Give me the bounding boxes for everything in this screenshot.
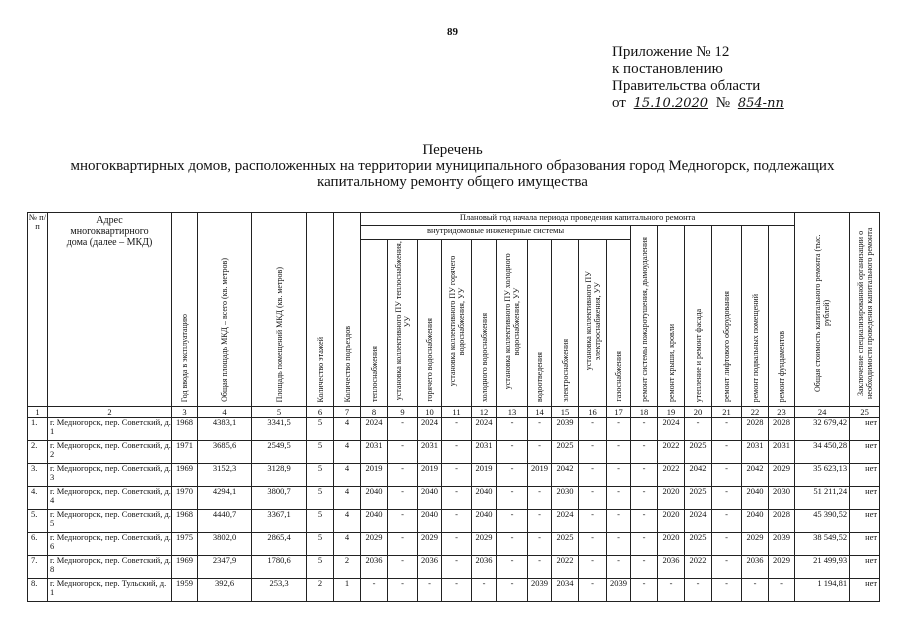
table-cell: -: [631, 533, 658, 556]
table-cell: 2029: [742, 533, 769, 556]
table-cell: -: [442, 533, 472, 556]
address-cell: г. Медногорск, пер. Советский, д. 5: [48, 510, 172, 533]
table-cell: 1959: [172, 579, 198, 602]
table-cell: 2039: [528, 579, 552, 602]
table-cell: -: [388, 556, 418, 579]
table-cell: 5: [307, 464, 334, 487]
table-cell: -: [497, 418, 528, 441]
column-number: 9: [388, 407, 418, 418]
table-cell: 2029: [418, 533, 442, 556]
header-sub-15: ремонт подвальных помещений: [742, 226, 769, 407]
table-cell: 2025: [685, 441, 712, 464]
appendix-number: 854-пп: [737, 96, 784, 111]
table-cell: 7.: [28, 556, 48, 579]
page-number: 89: [447, 26, 458, 38]
table-cell: 2: [307, 579, 334, 602]
table-cell: нет: [850, 510, 880, 533]
table-cell: -: [497, 556, 528, 579]
table-cell: нет: [850, 418, 880, 441]
address-cell: г. Медногорск, пер. Советский, д. 3: [48, 464, 172, 487]
table-cell: 3800,7: [252, 487, 307, 510]
column-number: 25: [850, 407, 880, 418]
table-cell: 5.: [28, 510, 48, 533]
table-cell: -: [607, 487, 631, 510]
table-cell: -: [769, 579, 795, 602]
appendix-prefix: от: [612, 95, 626, 111]
table-cell: -: [497, 533, 528, 556]
table-cell: 2040: [361, 487, 388, 510]
header-cost: Общая стоимость капитального ремонта (тыс. рублей): [795, 213, 850, 407]
table-cell: 2028: [769, 510, 795, 533]
table-cell: -: [658, 579, 685, 602]
column-number: 13: [497, 407, 528, 418]
column-number: 2: [48, 407, 172, 418]
table-cell: -: [442, 579, 472, 602]
table-row: [28, 487, 880, 510]
table-cell: 2040: [742, 487, 769, 510]
table-cell: 1.: [28, 418, 48, 441]
column-number: 19: [658, 407, 685, 418]
header-sub-16: ремонт фундаментов: [769, 226, 795, 407]
table-cell: 3685,6: [198, 441, 252, 464]
table-cell: -: [579, 441, 607, 464]
table-row: [28, 556, 880, 579]
column-number: 22: [742, 407, 769, 418]
table-cell: 2024: [418, 418, 442, 441]
address-cell: г. Медногорск, пер. Советский, д. 1: [48, 418, 172, 441]
column-number: 5: [252, 407, 307, 418]
table-cell: -: [472, 579, 497, 602]
table-cell: -: [497, 464, 528, 487]
address-cell: г. Медногорск, пер. Советский, д. 8: [48, 556, 172, 579]
table-cell: 4: [334, 464, 361, 487]
table-cell: 2039: [607, 579, 631, 602]
table-cell: 2036: [418, 556, 442, 579]
title-line-1: Перечень: [422, 142, 483, 158]
table-cell: 5: [307, 441, 334, 464]
table-cell: 5: [307, 510, 334, 533]
table-cell: 2.: [28, 441, 48, 464]
table-cell: 4383,1: [198, 418, 252, 441]
table-cell: 2024: [361, 418, 388, 441]
table-cell: 2022: [685, 556, 712, 579]
table-cell: 2024: [472, 418, 497, 441]
table-cell: 4: [334, 418, 361, 441]
table-cell: -: [607, 510, 631, 533]
table-cell: 3802,0: [198, 533, 252, 556]
table-cell: 51 211,24: [795, 487, 850, 510]
table-cell: -: [388, 418, 418, 441]
table-cell: 2029: [769, 556, 795, 579]
table-row: [28, 510, 880, 533]
column-number: 18: [631, 407, 658, 418]
table-cell: 2040: [361, 510, 388, 533]
table-cell: 2040: [472, 510, 497, 533]
table-cell: 2024: [685, 510, 712, 533]
table-cell: нет: [850, 441, 880, 464]
table-cell: 4440,7: [198, 510, 252, 533]
table-cell: -: [442, 556, 472, 579]
table-cell: 2031: [472, 441, 497, 464]
table-cell: -: [712, 418, 742, 441]
table-cell: -: [631, 556, 658, 579]
table-cell: 2029: [472, 533, 497, 556]
table-cell: 2042: [552, 464, 579, 487]
table-cell: -: [497, 487, 528, 510]
header-sub-7: водоотведения: [528, 239, 552, 406]
header-sub-1: теплоснабжения: [361, 239, 388, 406]
table-cell: 5: [307, 418, 334, 441]
column-number: 11: [442, 407, 472, 418]
table-cell: 1969: [172, 464, 198, 487]
table-cell: -: [528, 556, 552, 579]
header-sub-11: ремонт системы пожаротушения, дымоудаления: [631, 226, 658, 407]
appendix-num-sign: №: [715, 95, 731, 111]
header-sub-10: газоснабжения: [607, 239, 631, 406]
table-cell: 2019: [472, 464, 497, 487]
table-cell: -: [528, 441, 552, 464]
table-cell: нет: [850, 556, 880, 579]
header-sub-13: утепление и ремонт фасада: [685, 226, 712, 407]
table-cell: 2029: [769, 464, 795, 487]
table-cell: -: [631, 441, 658, 464]
address-cell: г. Медногорск, пер. Советский, д. 4: [48, 487, 172, 510]
column-number-row: [28, 407, 880, 418]
header-conclusion: Заключение специализированной организации о необходимости проведения капитального ремонта: [850, 213, 880, 407]
header-sub-6: установка коллективного ПУ холодного водоснабжения, УУ: [497, 239, 528, 406]
document-title: [40, 142, 865, 190]
table-cell: -: [388, 441, 418, 464]
table-cell: 2024: [658, 418, 685, 441]
table-cell: 3341,5: [252, 418, 307, 441]
table-cell: -: [528, 418, 552, 441]
table-cell: 2028: [742, 418, 769, 441]
address-cell: г. Медногорск, пер. Советский, д. 2: [48, 441, 172, 464]
table-cell: 2024: [552, 510, 579, 533]
table-cell: 2022: [658, 441, 685, 464]
table-cell: 2347,9: [198, 556, 252, 579]
table-cell: 6.: [28, 533, 48, 556]
table-cell: 35 623,13: [795, 464, 850, 487]
table-cell: -: [631, 487, 658, 510]
column-number: 3: [172, 407, 198, 418]
table-cell: 253,3: [252, 579, 307, 602]
column-number: 16: [579, 407, 607, 418]
table-cell: 2019: [418, 464, 442, 487]
table-cell: -: [712, 556, 742, 579]
column-number: 17: [607, 407, 631, 418]
table-cell: -: [418, 579, 442, 602]
table-cell: -: [579, 510, 607, 533]
table-cell: 21 499,93: [795, 556, 850, 579]
appendix-line-3: Правительства области: [612, 78, 761, 94]
table-cell: 2040: [742, 510, 769, 533]
table-cell: -: [607, 533, 631, 556]
table-cell: 2030: [769, 487, 795, 510]
table-cell: 34 450,28: [795, 441, 850, 464]
table-cell: -: [631, 464, 658, 487]
appendix-date: 15.10.2020: [633, 96, 709, 111]
table-cell: 4294,1: [198, 487, 252, 510]
header-sub-3: горячего водоснабжения: [418, 239, 442, 406]
table-cell: 4: [334, 487, 361, 510]
table-cell: -: [497, 510, 528, 533]
table-cell: 392,6: [198, 579, 252, 602]
header-sub-14: ремонт лифтового оборудования: [712, 226, 742, 407]
table-cell: -: [388, 487, 418, 510]
table-cell: нет: [850, 464, 880, 487]
appendix-line-4: [612, 95, 788, 112]
address-cell: г. Медногорск, пер. Тульский, д. 1: [48, 579, 172, 602]
column-number: 1: [28, 407, 48, 418]
table-cell: -: [607, 418, 631, 441]
table-cell: нет: [850, 579, 880, 602]
table-cell: 2040: [418, 487, 442, 510]
table-cell: -: [685, 418, 712, 441]
header-year: Год ввода в эксплуатацию: [172, 213, 198, 407]
table-cell: 32 679,42: [795, 418, 850, 441]
column-number: 12: [472, 407, 497, 418]
table-cell: 2025: [685, 487, 712, 510]
header-plan: Плановый год начала периода проведения капитального ремонта: [361, 213, 795, 226]
table-cell: -: [712, 579, 742, 602]
table-cell: 3128,9: [252, 464, 307, 487]
table-cell: 5: [307, 533, 334, 556]
table-row: [28, 464, 880, 487]
header-sub-12: ремонт крыши, кровли: [658, 226, 685, 407]
table-cell: 3367,1: [252, 510, 307, 533]
table-cell: 2549,5: [252, 441, 307, 464]
header-sub-2: установка коллективного ПУ теплоснабжения, УУ: [388, 239, 418, 406]
table-cell: -: [442, 464, 472, 487]
table-cell: -: [497, 579, 528, 602]
appendix-block: [612, 44, 788, 112]
table-cell: -: [607, 556, 631, 579]
table-cell: -: [528, 510, 552, 533]
table-cell: 2020: [658, 487, 685, 510]
table-cell: 38 549,52: [795, 533, 850, 556]
header-area-rooms: Площадь помещений МКД (кв. метров): [252, 213, 307, 407]
table-cell: -: [442, 487, 472, 510]
table-cell: 2025: [552, 533, 579, 556]
table-cell: 2034: [552, 579, 579, 602]
column-number: 24: [795, 407, 850, 418]
column-number: 10: [418, 407, 442, 418]
table-cell: 1968: [172, 418, 198, 441]
table-cell: -: [631, 510, 658, 533]
appendix-line-1: Приложение № 12: [612, 44, 730, 60]
table-cell: 1970: [172, 487, 198, 510]
table-cell: -: [579, 464, 607, 487]
table-cell: 1971: [172, 441, 198, 464]
table-cell: -: [361, 579, 388, 602]
table-cell: -: [607, 464, 631, 487]
table-cell: 2019: [361, 464, 388, 487]
table-cell: 4: [334, 441, 361, 464]
table-cell: 2036: [472, 556, 497, 579]
column-number: 8: [361, 407, 388, 418]
table-cell: 2031: [769, 441, 795, 464]
table-cell: 2030: [552, 487, 579, 510]
table-cell: 2020: [658, 510, 685, 533]
table-cell: -: [742, 579, 769, 602]
table-cell: 2028: [769, 418, 795, 441]
table-cell: 2042: [685, 464, 712, 487]
table-cell: 2036: [658, 556, 685, 579]
table-cell: -: [631, 418, 658, 441]
table-cell: нет: [850, 487, 880, 510]
column-number: 6: [307, 407, 334, 418]
table-cell: 2031: [418, 441, 442, 464]
table-cell: 2019: [528, 464, 552, 487]
table-cell: -: [388, 533, 418, 556]
table-cell: 2031: [361, 441, 388, 464]
header-area-total: Общая площадь МКД – всего (кв. метров): [198, 213, 252, 407]
table-cell: 2025: [552, 441, 579, 464]
table-cell: -: [579, 556, 607, 579]
table-cell: нет: [850, 533, 880, 556]
table-cell: -: [579, 418, 607, 441]
table-cell: 5: [307, 556, 334, 579]
table-row: [28, 533, 880, 556]
header-systems: внутридомовые инженерные системы: [361, 226, 631, 240]
table-cell: -: [712, 464, 742, 487]
header-address: Адрес многоквартирного дома (далее – МКД): [48, 213, 172, 407]
table-cell: 2040: [472, 487, 497, 510]
table-cell: -: [579, 487, 607, 510]
table-cell: 1 194,81: [795, 579, 850, 602]
table-cell: 2039: [552, 418, 579, 441]
header-entrances: Количество подъездов: [334, 213, 361, 407]
table-cell: -: [712, 441, 742, 464]
table-cell: 1975: [172, 533, 198, 556]
column-number: 15: [552, 407, 579, 418]
table-cell: 4.: [28, 487, 48, 510]
header-sub-9: установка коллективного ПУ электроснабжения, УУ: [579, 239, 607, 406]
table-row: [28, 418, 880, 441]
column-number: 4: [198, 407, 252, 418]
table-cell: -: [579, 533, 607, 556]
column-number: 23: [769, 407, 795, 418]
table-row: [28, 441, 880, 464]
table-cell: 1780,6: [252, 556, 307, 579]
column-number: 14: [528, 407, 552, 418]
table-cell: 1969: [172, 556, 198, 579]
table-cell: 2022: [552, 556, 579, 579]
header-floors: Количество этажей: [307, 213, 334, 407]
table-cell: -: [685, 579, 712, 602]
table-cell: -: [442, 510, 472, 533]
table-cell: 3152,3: [198, 464, 252, 487]
table-cell: -: [497, 441, 528, 464]
table-cell: 2039: [769, 533, 795, 556]
appendix-line-2: к постановлению: [612, 61, 723, 77]
table-cell: 45 390,52: [795, 510, 850, 533]
table-cell: -: [712, 533, 742, 556]
table-cell: 8.: [28, 579, 48, 602]
table-cell: -: [631, 579, 658, 602]
table-cell: -: [712, 487, 742, 510]
table-cell: -: [579, 579, 607, 602]
table-cell: 2029: [361, 533, 388, 556]
table-cell: 2: [334, 556, 361, 579]
table-cell: 4: [334, 533, 361, 556]
table-cell: 2042: [742, 464, 769, 487]
table-cell: 2865,4: [252, 533, 307, 556]
table-cell: 1: [334, 579, 361, 602]
header-num: № п/п: [28, 213, 48, 407]
table-cell: 2040: [418, 510, 442, 533]
table-cell: 2022: [658, 464, 685, 487]
table-cell: 4: [334, 510, 361, 533]
header-sub-4: установка коллективного ПУ горячего водоснабжения, УУ: [442, 239, 472, 406]
header-sub-5: холодного водоснабжения: [472, 239, 497, 406]
table-cell: 2031: [742, 441, 769, 464]
table-cell: -: [388, 464, 418, 487]
address-cell: г. Медногорск, пер. Советский, д. 6: [48, 533, 172, 556]
column-number: 20: [685, 407, 712, 418]
table-cell: -: [442, 418, 472, 441]
table-cell: -: [528, 487, 552, 510]
table-cell: 3.: [28, 464, 48, 487]
header-sub-8: электроснабжения: [552, 239, 579, 406]
title-line-3: капитальному ремонту общего имущества: [317, 174, 588, 190]
title-line-2: многоквартирных домов, расположенных на территории муниципального образования город Медногорск, подлежащих: [70, 158, 835, 174]
table-cell: -: [607, 441, 631, 464]
table-cell: -: [712, 510, 742, 533]
table-cell: 5: [307, 487, 334, 510]
table-row: [28, 579, 880, 602]
table-cell: 1968: [172, 510, 198, 533]
table-cell: -: [388, 510, 418, 533]
housing-table: [27, 212, 880, 602]
table-cell: 2036: [361, 556, 388, 579]
table-cell: 2036: [742, 556, 769, 579]
column-number: 21: [712, 407, 742, 418]
column-number: 7: [334, 407, 361, 418]
table-cell: 2020: [658, 533, 685, 556]
table-cell: -: [528, 533, 552, 556]
table-cell: -: [442, 441, 472, 464]
table-cell: -: [388, 579, 418, 602]
table-cell: 2025: [685, 533, 712, 556]
